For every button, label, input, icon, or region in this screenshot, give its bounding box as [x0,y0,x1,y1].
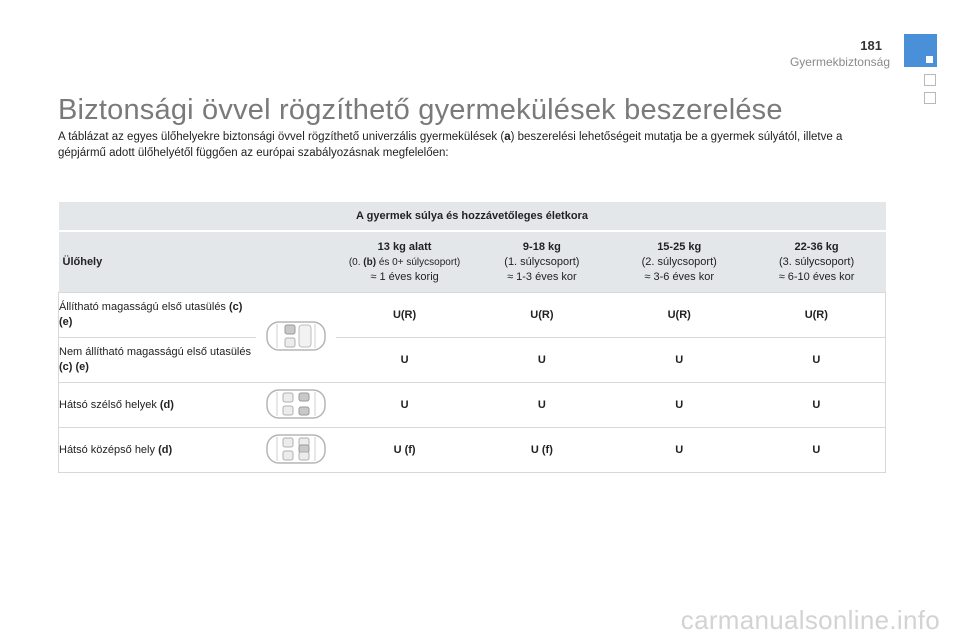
group-label-part: és 0+ súlycsoport) [376,256,461,268]
car-diagram-cell [256,383,336,428]
seat-note: (c) (e) [59,361,89,373]
page-title: Biztonsági övvel rögzíthető gyermekülések beszerelése [58,94,783,126]
value-cell: U(R) [748,293,886,338]
seat-name: Nem állítható magasságú első utasülés [59,346,251,358]
table-row [59,338,886,383]
age-label: ≈ 1-3 éves kor [507,270,577,283]
group-header: A gyermek súlya és hozzávetőleges életkora [59,202,886,231]
table-row [59,428,886,473]
seat-label [59,338,257,383]
age-label: ≈ 1 éves korig [370,270,439,283]
value-cell: U(R) [336,293,473,338]
group-label-part: (0. [348,256,364,268]
value-cell: U [611,338,748,383]
seat-label [59,293,257,338]
intro-part: ) beszerelési lehetőségeit mutatja be a gyermek súlyától, illetve a gépjármű adott ülőhelyétől függően az európai szabályozásnak megfelelően: [58,131,843,159]
chapter-tab[interactable] [924,92,936,104]
seat-name: Hátsó szélső helyek [59,398,157,411]
chapter-tab-marker [926,56,933,63]
car-diagram-cell [256,428,336,473]
seat-note: (d) [158,443,173,456]
value-cell: U [336,383,473,428]
rear-center-seat-car-icon [263,429,329,469]
value-cell: U [611,428,748,473]
table-row [59,293,886,338]
value-cell: U(R) [611,293,748,338]
car-diagram-cell [256,293,336,383]
group-label: (3. súlycsoport) [778,255,855,268]
watermark: carmanualsonline.info [680,605,940,635]
column-header [611,231,748,293]
value-cell: U [336,338,473,383]
value-cell: U (f) [336,428,473,473]
value-cell: U(R) [473,293,611,338]
value-cell: U [748,338,886,383]
seat-note: (d) [159,398,174,411]
seat-name: Állítható magasságú első utasülés [59,301,226,313]
chapter-tab-active[interactable] [904,34,937,67]
weight-label: 9-18 kg [522,240,561,253]
front-seat-car-icon [263,316,329,356]
age-label: ≈ 6-10 éves kor [778,270,855,283]
age-label: ≈ 3-6 éves kor [644,270,715,283]
child-seat-table [58,202,886,473]
value-cell: U [748,383,886,428]
column-header [748,231,886,293]
value-cell: U (f) [473,428,611,473]
seat-label [59,383,257,428]
seat-note: (c) (e) [59,301,243,328]
value-cell: U [611,383,748,428]
rear-outer-seat-car-icon [263,384,329,424]
weight-label: 15-25 kg [657,240,702,253]
column-header [473,231,611,293]
chapter-tab[interactable] [924,74,936,86]
group-label-bold: (b) [363,256,377,268]
seat-header: Ülőhely [59,231,337,293]
page-number: 181 [860,38,882,53]
table-row [59,383,886,428]
group-label: (1. súlycsoport) [504,255,580,268]
column-header [336,231,473,293]
seat-label [59,428,257,473]
intro-text [58,129,878,161]
intro-part: A táblázat az egyes ülőhelyekre biztonsági övvel rögzíthető univerzális gyermekülések ( [58,131,505,143]
value-cell: U [473,338,611,383]
weight-label: 13 kg alatt [377,240,432,253]
intro-bold: a [504,131,511,143]
value-cell: U [748,428,886,473]
group-label: (2. súlycsoport) [641,255,717,268]
section-name: Gyermekbiztonság [789,55,890,69]
value-cell: U [473,383,611,428]
weight-label: 22-36 kg [794,240,839,253]
group-label [336,255,473,270]
seat-name: Hátsó középső hely [59,443,155,456]
